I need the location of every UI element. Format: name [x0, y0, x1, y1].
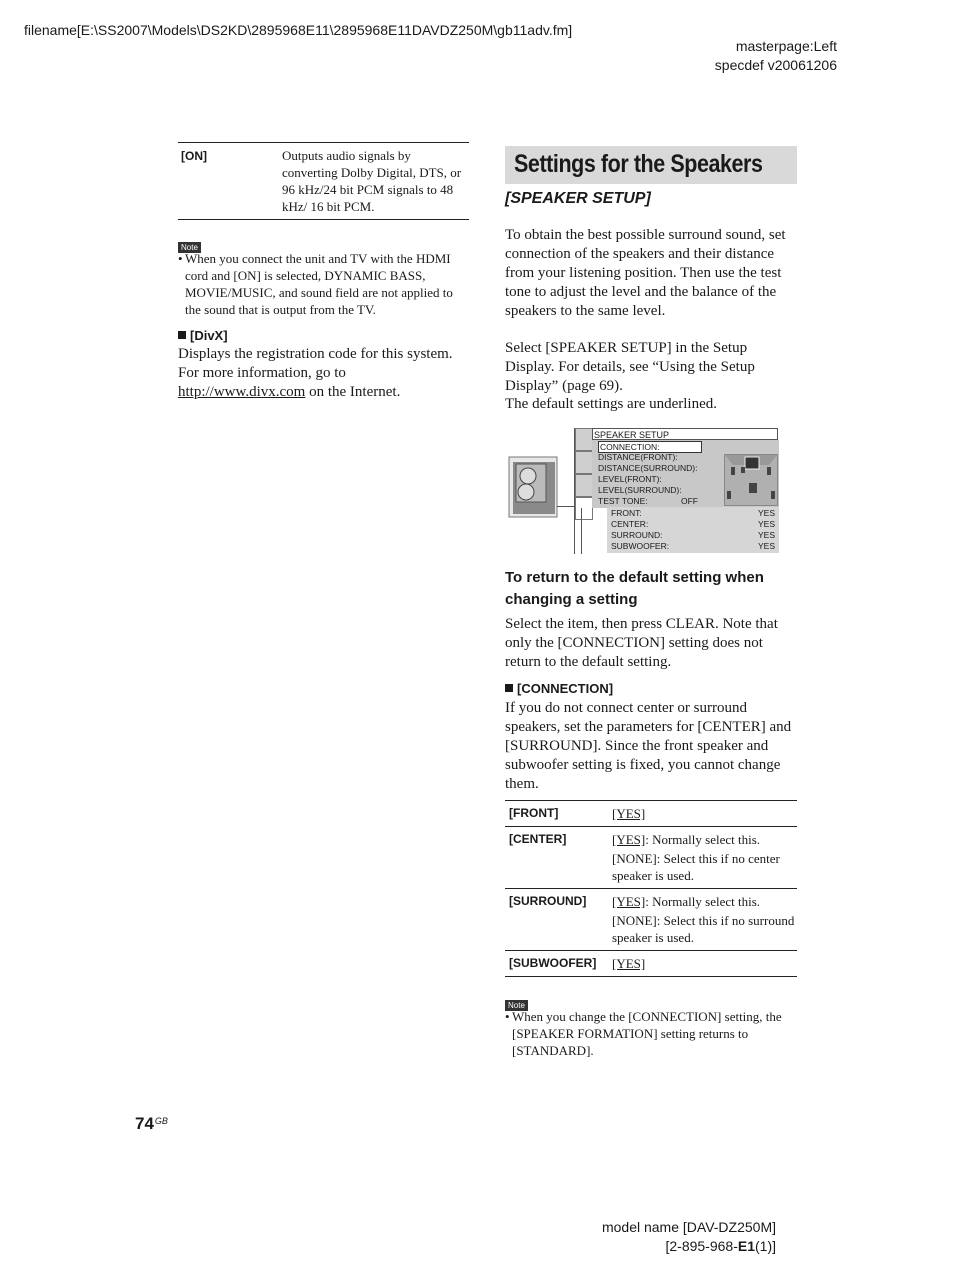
divx-link[interactable]: http://www.divx.com: [178, 384, 306, 400]
note-label: Note: [505, 1000, 528, 1011]
table-row: [505, 827, 797, 889]
submenu-label: FRONT:: [611, 508, 642, 518]
connection-text: If you do not connect center or surround speakers, set the parameters for [CENTER] and [SURROUND]. Since the front speaker and subwoofer setting is fixed, you cannot change them.: [505, 700, 792, 792]
page-title: Settings for the Speakers: [514, 150, 763, 178]
square-bullet-icon: [505, 684, 513, 692]
table-row: [505, 889, 797, 951]
test-tone-value: OFF: [681, 496, 698, 506]
submenu-row-center[interactable]: [611, 519, 775, 529]
masterpage-label: masterpage:Left: [735, 38, 837, 54]
note-right-text: When you change the [CONNECTION] setting, the [SPEAKER FORMATION] setting returns to [STANDARD].: [512, 1009, 782, 1058]
divx-description: [178, 345, 463, 402]
submenu-label: SURROUND:: [611, 530, 663, 540]
section-title-bar: [505, 146, 797, 184]
table-value: [612, 889, 797, 950]
note-label: Note: [178, 242, 201, 253]
submenu-row-subwoofer[interactable]: [611, 541, 775, 551]
page-number: [135, 1114, 168, 1134]
submenu-label: SUBWOOFER:: [611, 541, 670, 551]
note-left: [178, 250, 468, 318]
table-row: [505, 951, 797, 977]
note-right: [505, 1008, 797, 1059]
part-suffix: (1)]: [755, 1238, 776, 1254]
default-value: [YES]: [612, 894, 646, 909]
setup-icon: [508, 456, 560, 520]
table-key: [CENTER]: [509, 832, 567, 846]
table-key: [FRONT]: [509, 806, 559, 820]
model-footer: [560, 1218, 776, 1256]
intro-paragraph: To obtain the best possible surround sound, set connection of the speakers and their distance from your listening position. Then use the test tone to adjust the level and the balance of the speakers to the same level.: [505, 227, 786, 319]
value-description: : Normally select this.: [645, 894, 761, 909]
bullet: •: [178, 251, 183, 266]
connection-heading: [505, 681, 613, 696]
table-row: [505, 801, 797, 827]
menu-item-test-tone[interactable]: TEST TONE:: [598, 496, 648, 506]
on-option-key: [ON]: [181, 149, 207, 163]
on-option-description: Outputs audio signals by converting Dolby Digital, DTS, or 96 kHz/24 bit PCM signals to 48 kHz/ 16 bit PCM.: [282, 148, 462, 214]
connection-submenu: [607, 507, 779, 553]
menu-item-level-front[interactable]: LEVEL(FRONT):: [598, 474, 662, 484]
select-paragraph: Select [SPEAKER SETUP] in the Setup Display. For details, see “Using the Setup Display” (page 69).: [505, 340, 755, 394]
menu-item-connection[interactable]: CONNECTION:: [598, 441, 702, 453]
table-value: [612, 801, 797, 826]
submenu-row-front[interactable]: [611, 508, 775, 518]
table-key: [SUBWOOFER]: [509, 956, 597, 970]
divider: [581, 508, 582, 554]
divx-text: Displays the registration code for this system. For more information, go to: [178, 346, 453, 381]
model-name: model name [DAV-DZ250M]: [601, 1219, 776, 1235]
default-note: The default settings are underlined.: [505, 396, 718, 412]
setup-tab[interactable]: [575, 451, 593, 474]
submenu-row-surround[interactable]: [611, 530, 775, 540]
menu-item-level-surround[interactable]: LEVEL(SURROUND):: [598, 485, 682, 495]
default-value: [YES]: [612, 832, 646, 847]
value-description: [NONE]: Select this if no center speaker is used.: [612, 851, 780, 883]
submenu-label: CENTER:: [611, 519, 649, 529]
connection-heading-label: [CONNECTION]: [517, 681, 614, 696]
square-bullet-icon: [178, 331, 186, 339]
divx-text-end: on the Internet.: [305, 384, 401, 400]
page-number-value: 74: [135, 1114, 154, 1133]
speaker-setup-menu: [592, 440, 779, 508]
return-default-text: Select the item, then press CLEAR. Note that only the [CONNECTION] setting does not return to the default setting.: [505, 616, 778, 670]
table-value: [612, 951, 797, 976]
menu-item-distance-surround[interactable]: DISTANCE(SURROUND):: [598, 463, 698, 473]
screen-title: SPEAKER SETUP: [592, 428, 778, 440]
masterpage-header: [700, 37, 837, 75]
bullet: •: [505, 1009, 510, 1024]
divx-heading: [178, 328, 228, 343]
part-number: [560, 1237, 776, 1256]
note-left-text: When you connect the unit and TV with the HDMI cord and [ON] is selected, DYNAMIC BASS, MOVIE/MUSIC, and sound field are not applied to the sound that is output from the TV.: [185, 251, 453, 317]
section-subtitle: [SPEAKER SETUP]: [505, 190, 651, 207]
value-description: : Normally select this.: [645, 832, 761, 847]
filename-header: filename[E:\SS2007\Models\DS2KD\2895968E11\2895968E11DAVDZ250M\gb11adv.fm]: [24, 22, 573, 38]
setup-tab[interactable]: [575, 428, 593, 451]
submenu-value: YES: [757, 508, 775, 518]
submenu-value: YES: [757, 530, 775, 540]
specdef-label: specdef v20061206: [714, 57, 837, 73]
submenu-value: YES: [757, 541, 775, 551]
return-default-heading: To return to the default setting when changing a setting: [505, 569, 764, 608]
control-illustration: [508, 456, 558, 518]
default-value: [YES]: [612, 806, 646, 821]
submenu-value: YES: [757, 519, 775, 529]
menu-item-distance-front[interactable]: DISTANCE(FRONT):: [598, 452, 678, 462]
setup-tab[interactable]: [575, 474, 593, 497]
setup-tab-selected[interactable]: [575, 497, 593, 520]
connection-table: [505, 800, 797, 977]
default-value: [YES]: [612, 956, 646, 971]
setup-display-screen: [574, 428, 779, 554]
setup-tabs: [574, 428, 593, 554]
divx-heading-label: [DivX]: [190, 328, 228, 343]
page-region-suffix: GB: [154, 1116, 168, 1126]
part-prefix: [2-895-968-: [665, 1238, 738, 1254]
speaker-room-icon: [724, 454, 778, 506]
on-option-table: [178, 142, 469, 220]
value-description: [NONE]: Select this if no surround speaker is used.: [612, 913, 795, 945]
table-key: [SURROUND]: [509, 894, 587, 908]
table-value: [612, 827, 797, 888]
part-bold: E1: [737, 1238, 755, 1254]
